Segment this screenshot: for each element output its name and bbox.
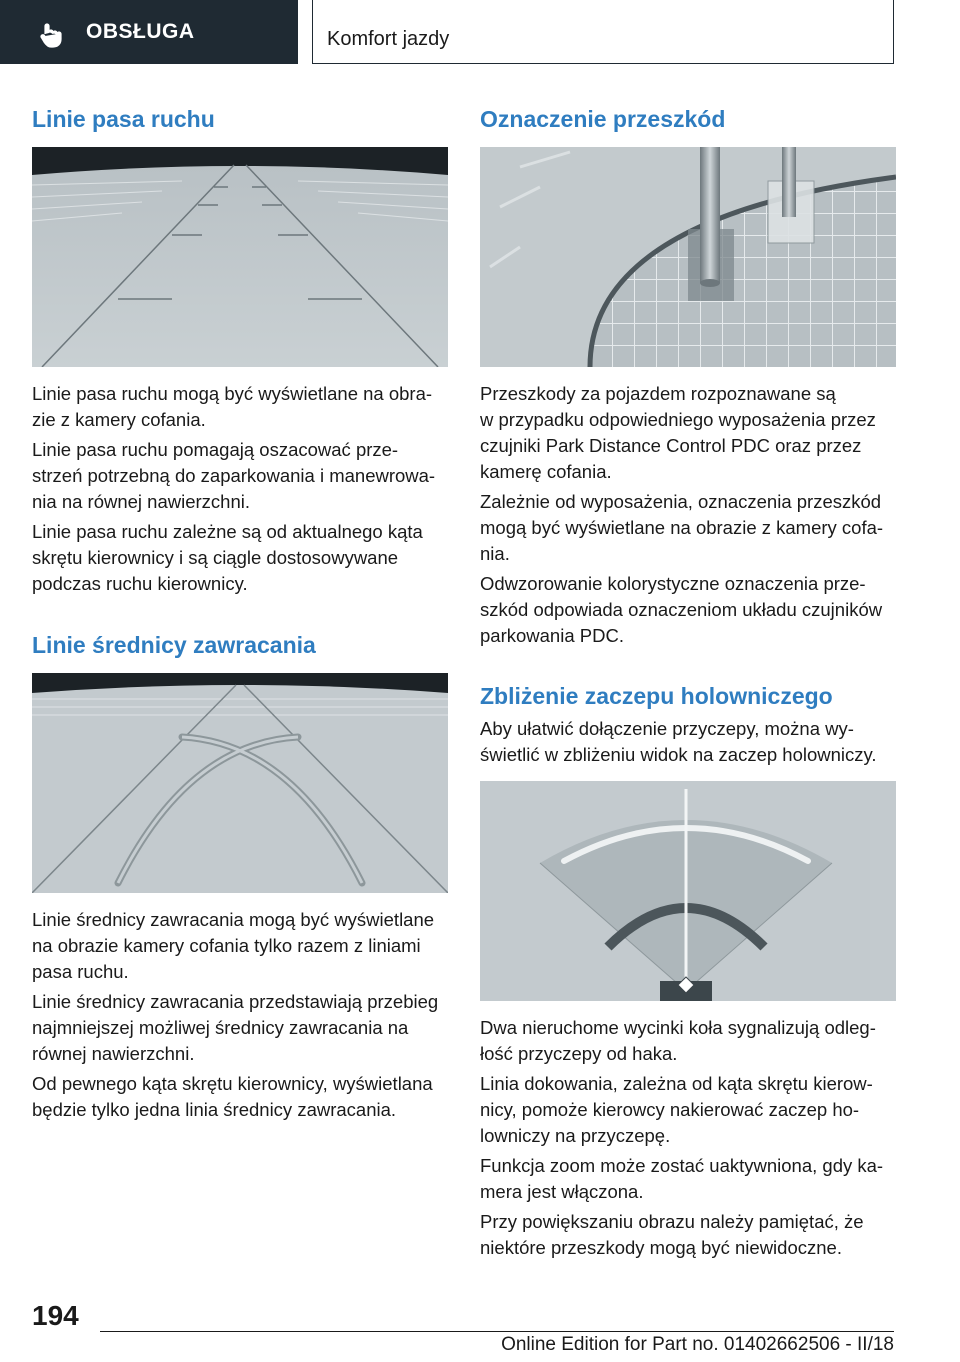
text-line: zie z kamery cofania. [32,409,206,430]
figure-tow-hitch [480,781,896,1001]
paragraph [480,716,896,768]
page-number: 194 [32,1300,79,1331]
text-line: Linia dokowania, zależna od kąta skrętu kierow‐ [480,1073,873,1094]
text-line: Dwa nieruchome wycinki koła sygnalizują odleg‐ [480,1017,876,1038]
paragraph [32,519,448,597]
paragraph [32,437,448,515]
chapter-header [312,0,894,64]
paragraph [480,489,896,567]
text-line: skrętu kierownicy i są ciągle dostosowywane [32,547,399,568]
section-tab [0,0,298,64]
text-line: najmniejszej możliwej średnicy zawracania na [32,1017,409,1038]
hand-pointer-icon [38,22,64,48]
text-line: będzie tylko jedna linia średnicy zawracania. [32,1099,397,1120]
paragraph [480,381,896,485]
text-line: świetlić w zbliżeniu widok na zaczep holowniczy. [480,744,877,765]
text-line: Aby ułatwić dołączenie przyczepy, można wy‐ [480,718,854,739]
text-line: Linie średnicy zawracania przedstawiają przebieg [32,991,439,1012]
text-line: Linie pasa ruchu pomagają oszacować prze‐ [32,439,399,460]
paragraph [32,1071,448,1123]
text-line: lowniczy na przyczepę. [480,1125,671,1146]
paragraph [480,1071,896,1149]
paragraph [32,907,448,985]
text-line: Linie pasa ruchu zależne są od aktualnego kąta [32,521,423,542]
text-line: strzeń potrzebną do zaparkowania i manewrowa‐ [32,465,436,486]
text-line: Funkcja zoom może zostać uaktywniona, gdy ka‐ [480,1155,884,1176]
text-line: Odwzorowanie kolorystyczne oznaczenia prze‐ [480,573,866,594]
text-line: Od pewnego kąta skrętu kierownicy, wyświetlana [32,1073,433,1094]
heading-turning-circle: Linie średnicy zawracania [32,632,316,658]
text-line: pasa ruchu. [32,961,129,982]
paragraph [480,1153,896,1205]
text-line: niektóre przeszkody mogą być niewidoczne. [480,1237,842,1258]
footer-divider [100,1331,894,1332]
heading-obstacle-marking: Oznaczenie przeszkód [480,106,726,132]
text-line: mera jest włączona. [480,1181,644,1202]
paragraph [480,1015,896,1067]
text-line: Linie średnicy zawracania mogą być wyświetlane [32,909,435,930]
text-line: nia. [480,543,510,564]
text-line: nia na równej nawierzchni. [32,491,251,512]
section-title: OBSŁUGA [86,20,195,43]
edition-info: Online Edition for Part no. 01402662506 - II/18 [501,1334,894,1355]
text-line: na obrazie kamery cofania tylko razem z liniami [32,935,421,956]
text-line: Linie pasa ruchu mogą być wyświetlane na obra‐ [32,383,433,404]
text-line: parkowania PDC. [480,625,624,646]
text-line: szkód odpowiada oznaczeniom układu czujników [480,599,883,620]
heading-tow-hitch-zoom: Zbliżenie zaczepu holowniczego [480,683,833,709]
paragraph [480,1209,896,1261]
chapter-title: Komfort jazdy [327,28,450,50]
figure-turning-circle [32,673,448,893]
text-line: podczas ruchu kierownicy. [32,573,248,594]
text-line: w przypadku odpowiedniego wyposażenia przez [480,409,876,430]
text-line: Zależnie od wyposażenia, oznaczenia przeszkód [480,491,882,512]
heading-lane-lines: Linie pasa ruchu [32,106,215,132]
figure-obstacle-marking [480,147,896,367]
text-line: mogą być wyświetlane na obrazie z kamery cofa‐ [480,517,884,538]
text-line: nicy, pomoże kierowcy nakierować zaczep ho‐ [480,1099,860,1120]
figure-lane-lines [32,147,448,367]
paragraph [32,989,448,1067]
text-line: równej nawierzchni. [32,1043,195,1064]
text-line: łość przyczepy od haka. [480,1043,678,1064]
text-line: kamerę cofania. [480,461,612,482]
text-line: Przeszkody za pojazdem rozpoznawane są [480,383,836,404]
paragraph [480,571,896,649]
paragraph [32,381,448,433]
text-line: Przy powiększaniu obrazu należy pamiętać, że [480,1211,864,1232]
text-line: czujniki Park Distance Control PDC oraz przez [480,435,862,456]
